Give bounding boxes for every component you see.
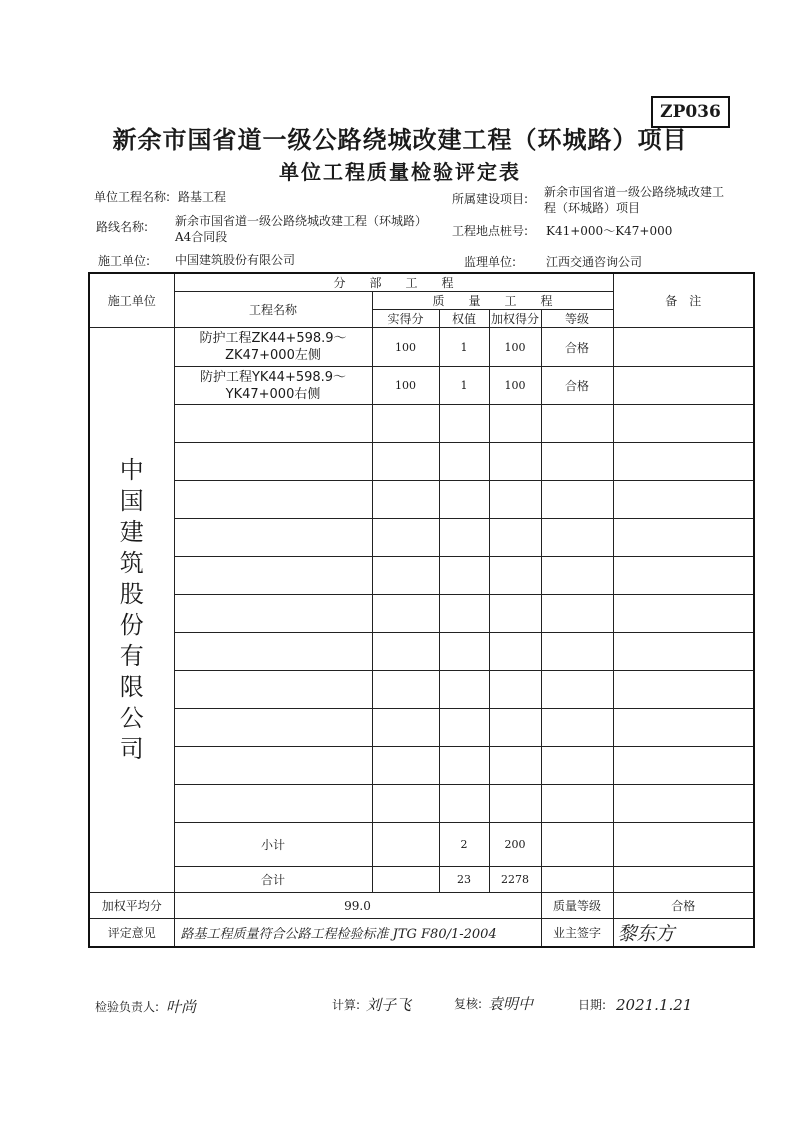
route-value-line1: 新余市国省道一级公路绕城改建工程（环城路） bbox=[175, 214, 428, 228]
row-grade: 合格 bbox=[541, 367, 613, 405]
project-label: 所属建设项目: bbox=[452, 192, 529, 206]
table-row-empty bbox=[89, 709, 754, 747]
constructor-label: 施工单位: bbox=[98, 254, 151, 268]
opinion-value: 路基工程质量符合公路工程检验标准 JTG F80/1-2004 bbox=[174, 919, 541, 948]
project-value-line1: 新余市国省道一级公路绕城改建工 bbox=[544, 185, 725, 199]
unit-vertical-cell bbox=[89, 328, 174, 893]
row-score: 100 bbox=[372, 328, 439, 367]
location-label: 工程地点桩号: bbox=[452, 224, 529, 238]
table-row bbox=[89, 328, 754, 367]
table-row-empty bbox=[89, 785, 754, 823]
review-signature: 袁明中 bbox=[488, 995, 534, 1013]
table-row-empty bbox=[89, 633, 754, 671]
project-value-line2: 程（环城路）项目 bbox=[544, 201, 641, 215]
quality-grade-label: 质量等级 bbox=[541, 893, 613, 919]
supervisor-label: 监理单位: bbox=[464, 255, 517, 269]
header-weight: 权值 bbox=[439, 310, 489, 328]
calc-label: 计算: bbox=[332, 998, 361, 1012]
constructor-value: 中国建筑股份有限公司 bbox=[175, 253, 296, 267]
total-label: 合计 bbox=[174, 867, 372, 893]
row-name bbox=[174, 328, 372, 367]
page-title: 新余市国省道一级公路绕城改建工程（环城路）项目 bbox=[112, 126, 688, 154]
table-row-empty bbox=[89, 671, 754, 709]
subtotal-row bbox=[89, 823, 754, 867]
location-value: K41+000～K47+000 bbox=[546, 224, 673, 238]
subtotal-label: 小计 bbox=[174, 823, 372, 867]
row-weighted-score: 100 bbox=[489, 328, 541, 367]
quality-grade-value: 合格 bbox=[613, 893, 754, 919]
date-label: 日期: bbox=[578, 998, 607, 1012]
table-row bbox=[89, 367, 754, 405]
row-name bbox=[174, 367, 372, 405]
row-name-line1: 防护工程ZK44+598.9～ bbox=[199, 331, 347, 346]
header-score: 实得分 bbox=[372, 310, 439, 328]
unit-value: 路基工程 bbox=[178, 190, 227, 204]
inspector-label: 检验负责人: bbox=[95, 1000, 160, 1014]
unit-vertical-text: 中国建筑股份有限公司 bbox=[119, 456, 144, 763]
total-weighted-score: 2278 bbox=[489, 867, 541, 893]
row-remark bbox=[613, 367, 754, 405]
quality-table bbox=[88, 272, 755, 948]
header-remark: 备 注 bbox=[613, 273, 754, 328]
header-project-name: 工程名称 bbox=[174, 292, 372, 328]
average-value: 99.0 bbox=[174, 893, 541, 919]
review-label: 复核: bbox=[454, 997, 483, 1011]
row-remark bbox=[613, 328, 754, 367]
opinion-row bbox=[89, 919, 754, 948]
table-row-empty bbox=[89, 519, 754, 557]
page-subtitle: 单位工程质量检验评定表 bbox=[279, 160, 521, 184]
supervisor-value: 江西交通咨询公司 bbox=[546, 255, 643, 269]
table-row-empty bbox=[89, 595, 754, 633]
row-name-line2: ZK47+000左侧 bbox=[225, 348, 321, 363]
header-quality: 质 量 工 程 bbox=[372, 292, 613, 310]
total-weight: 23 bbox=[439, 867, 489, 893]
row-grade: 合格 bbox=[541, 328, 613, 367]
owner-sign-value: 黎东方 bbox=[613, 919, 754, 948]
route-value-line2: A4合同段 bbox=[175, 230, 228, 244]
header-weighted-score: 加权得分 bbox=[489, 310, 541, 328]
form-code: ZP036 bbox=[651, 96, 730, 128]
calc-signature: 刘子飞 bbox=[366, 996, 412, 1014]
header-grade: 等级 bbox=[541, 310, 613, 328]
owner-sign-label: 业主签字 bbox=[541, 919, 613, 948]
row-name-line1: 防护工程YK44+598.9～ bbox=[199, 369, 347, 385]
table-row-empty bbox=[89, 443, 754, 481]
route-label: 路线名称: bbox=[96, 220, 149, 234]
header-unit: 施工单位 bbox=[89, 273, 174, 328]
unit-label: 单位工程名称: bbox=[94, 190, 171, 204]
subtotal-weighted-score: 200 bbox=[489, 823, 541, 867]
row-weight: 1 bbox=[439, 367, 489, 405]
inspector-signature: 叶尚 bbox=[166, 998, 197, 1016]
row-weighted-score: 100 bbox=[489, 367, 541, 405]
subtotal-weight: 2 bbox=[439, 823, 489, 867]
table-row-empty bbox=[89, 747, 754, 785]
average-label: 加权平均分 bbox=[89, 893, 174, 919]
table-row-empty bbox=[89, 557, 754, 595]
row-weight: 1 bbox=[439, 328, 489, 367]
total-row bbox=[89, 867, 754, 893]
header-sub-project: 分 部 工 程 bbox=[174, 273, 613, 292]
table-row-empty bbox=[89, 481, 754, 519]
table-row-empty bbox=[89, 405, 754, 443]
average-row bbox=[89, 893, 754, 919]
date-value: 2021.1.21 bbox=[616, 996, 693, 1014]
row-score: 100 bbox=[372, 367, 439, 405]
row-name-line2: YK47+000右侧 bbox=[225, 386, 321, 402]
opinion-label: 评定意见 bbox=[89, 919, 174, 948]
